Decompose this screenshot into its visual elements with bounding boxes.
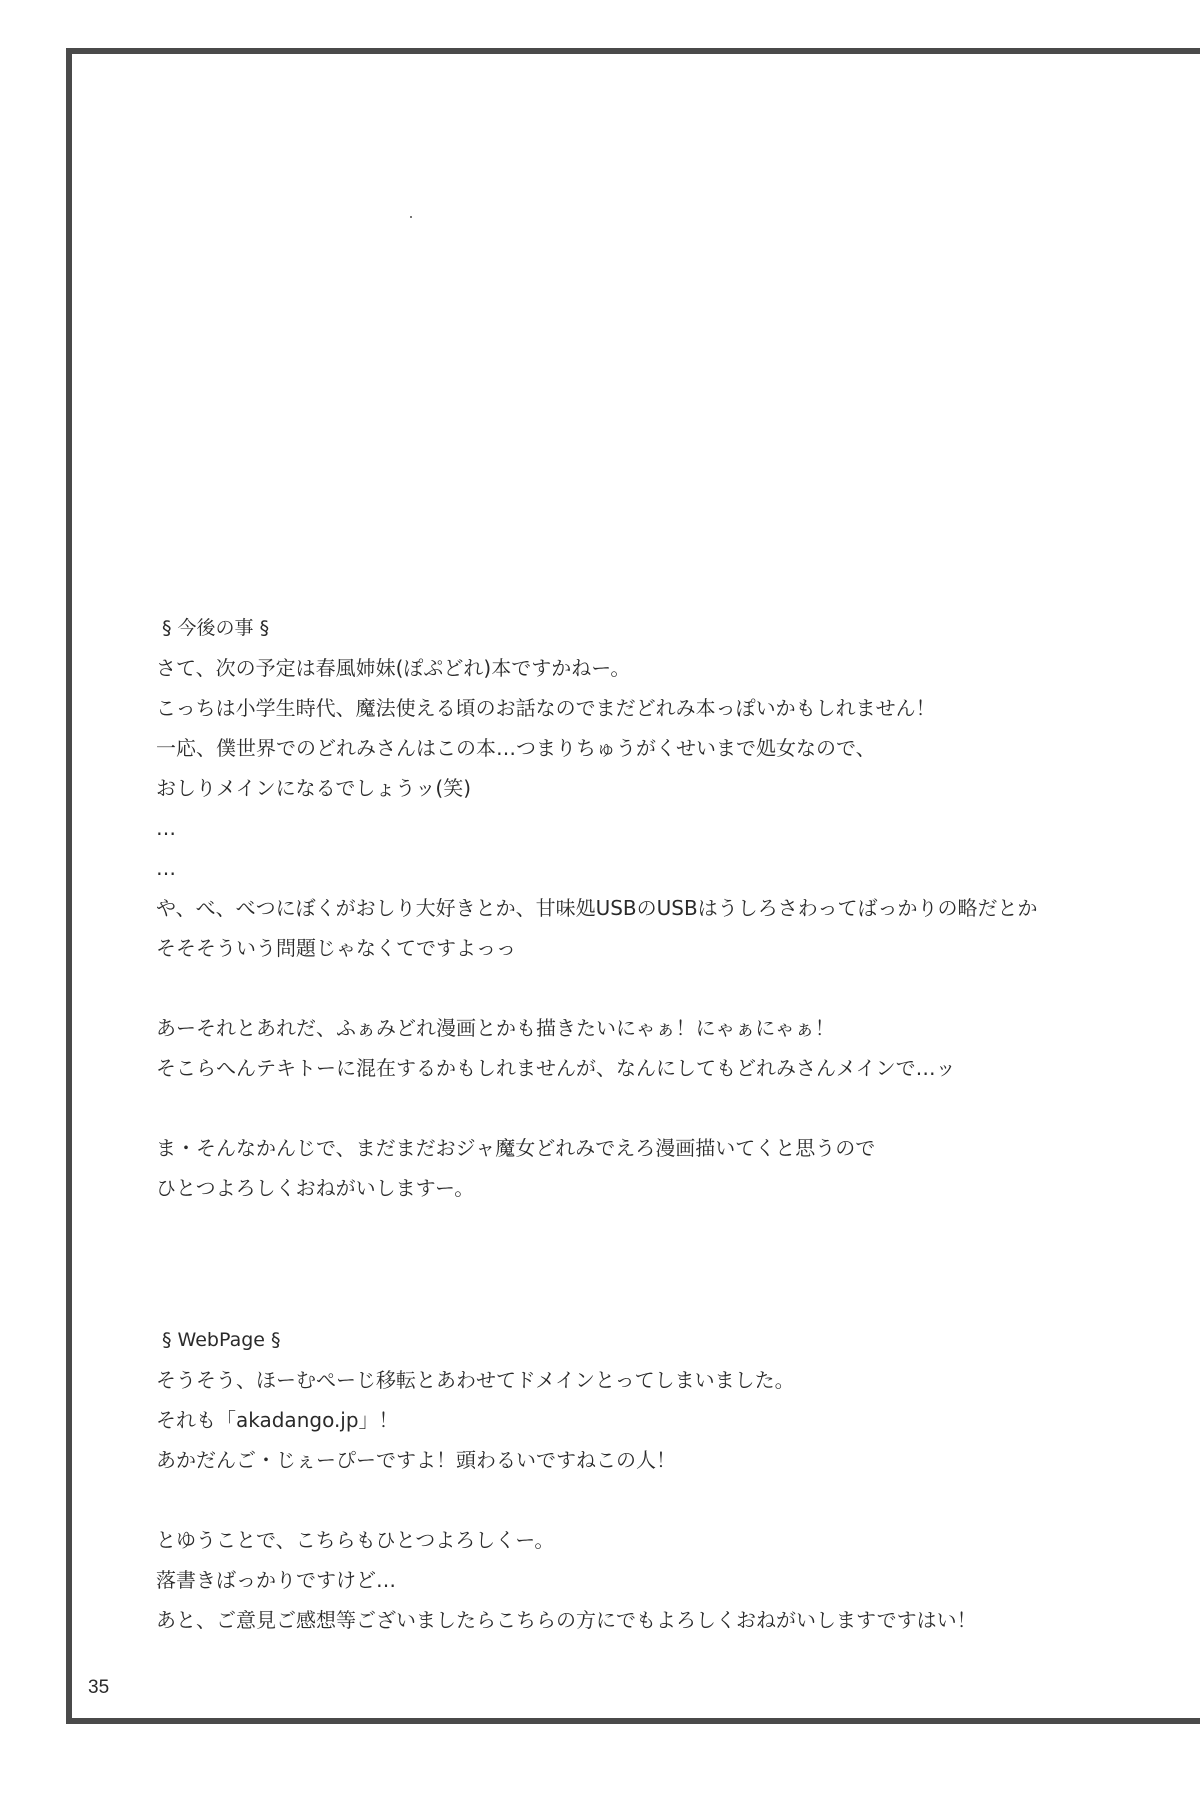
text-line: おしりメインになるでしょうッ(笑) bbox=[156, 776, 472, 800]
text-line: そそそういう問題じゃなくてですよっっ bbox=[156, 936, 516, 960]
text-line: ひとつよろしくおねがいしますー。 bbox=[156, 1176, 475, 1200]
section-heading: § 今後の事 § bbox=[162, 617, 270, 639]
text-line: 落書きばっかりですけど… bbox=[156, 1568, 396, 1592]
blank-line bbox=[156, 1480, 1156, 1520]
text-line: や、べ、べつにぼくがおしり大好きとか、甘味処USBのUSBはうしろさわってばっかりの略だとか bbox=[156, 896, 1038, 920]
text-line: あかだんご・じぇーぴーですよ！頭わるいですねこの人！ bbox=[156, 1448, 676, 1472]
text-line: そこらへんテキトーに混在するかもしれませんが、なんにしてもどれみさんメインで…ッ bbox=[156, 1056, 956, 1080]
text-line: あと、ご意見ご感想等ございましたらこちらの方にでもよろしくおねがいしますですはい！ bbox=[156, 1608, 977, 1632]
text-line: それも「akadango.jp」！ bbox=[156, 1408, 399, 1432]
text-line: … bbox=[156, 856, 176, 880]
blank-line bbox=[156, 968, 1156, 1008]
text-line: さて、次の予定は春風姉妹(ぽぷどれ)本ですかねー。 bbox=[156, 656, 631, 680]
scan-speck bbox=[410, 216, 412, 218]
section-future-plans bbox=[156, 608, 1156, 1208]
section-heading: § WebPage § bbox=[162, 1329, 281, 1351]
text-line: こっちは小学生時代、魔法使える頃のお話なのでまだどれみ本っぽいかもしれません！ bbox=[156, 696, 936, 720]
text-line: … bbox=[156, 816, 176, 840]
text-line: 一応、僕世界でのどれみさんはこの本…つまりちゅうがくせいまで処女なので、 bbox=[156, 736, 876, 760]
blank-line bbox=[156, 1088, 1156, 1128]
page-number: 35 bbox=[88, 1677, 110, 1698]
text-line: ま・そんなかんじで、まだまだおジャ魔女どれみでえろ漫画描いてくと思うので bbox=[156, 1136, 876, 1160]
text-line: そうそう、ほーむぺーじ移転とあわせてドメインとってしまいました。 bbox=[156, 1368, 795, 1392]
text-line: あーそれとあれだ、ふぁみどれ漫画とかも描きたいにゃぁ！にゃぁにゃぁ！ bbox=[156, 1016, 835, 1040]
section-webpage bbox=[156, 1320, 1156, 1640]
text-line: とゆうことで、こちらもひとつよろしくー。 bbox=[156, 1528, 555, 1552]
